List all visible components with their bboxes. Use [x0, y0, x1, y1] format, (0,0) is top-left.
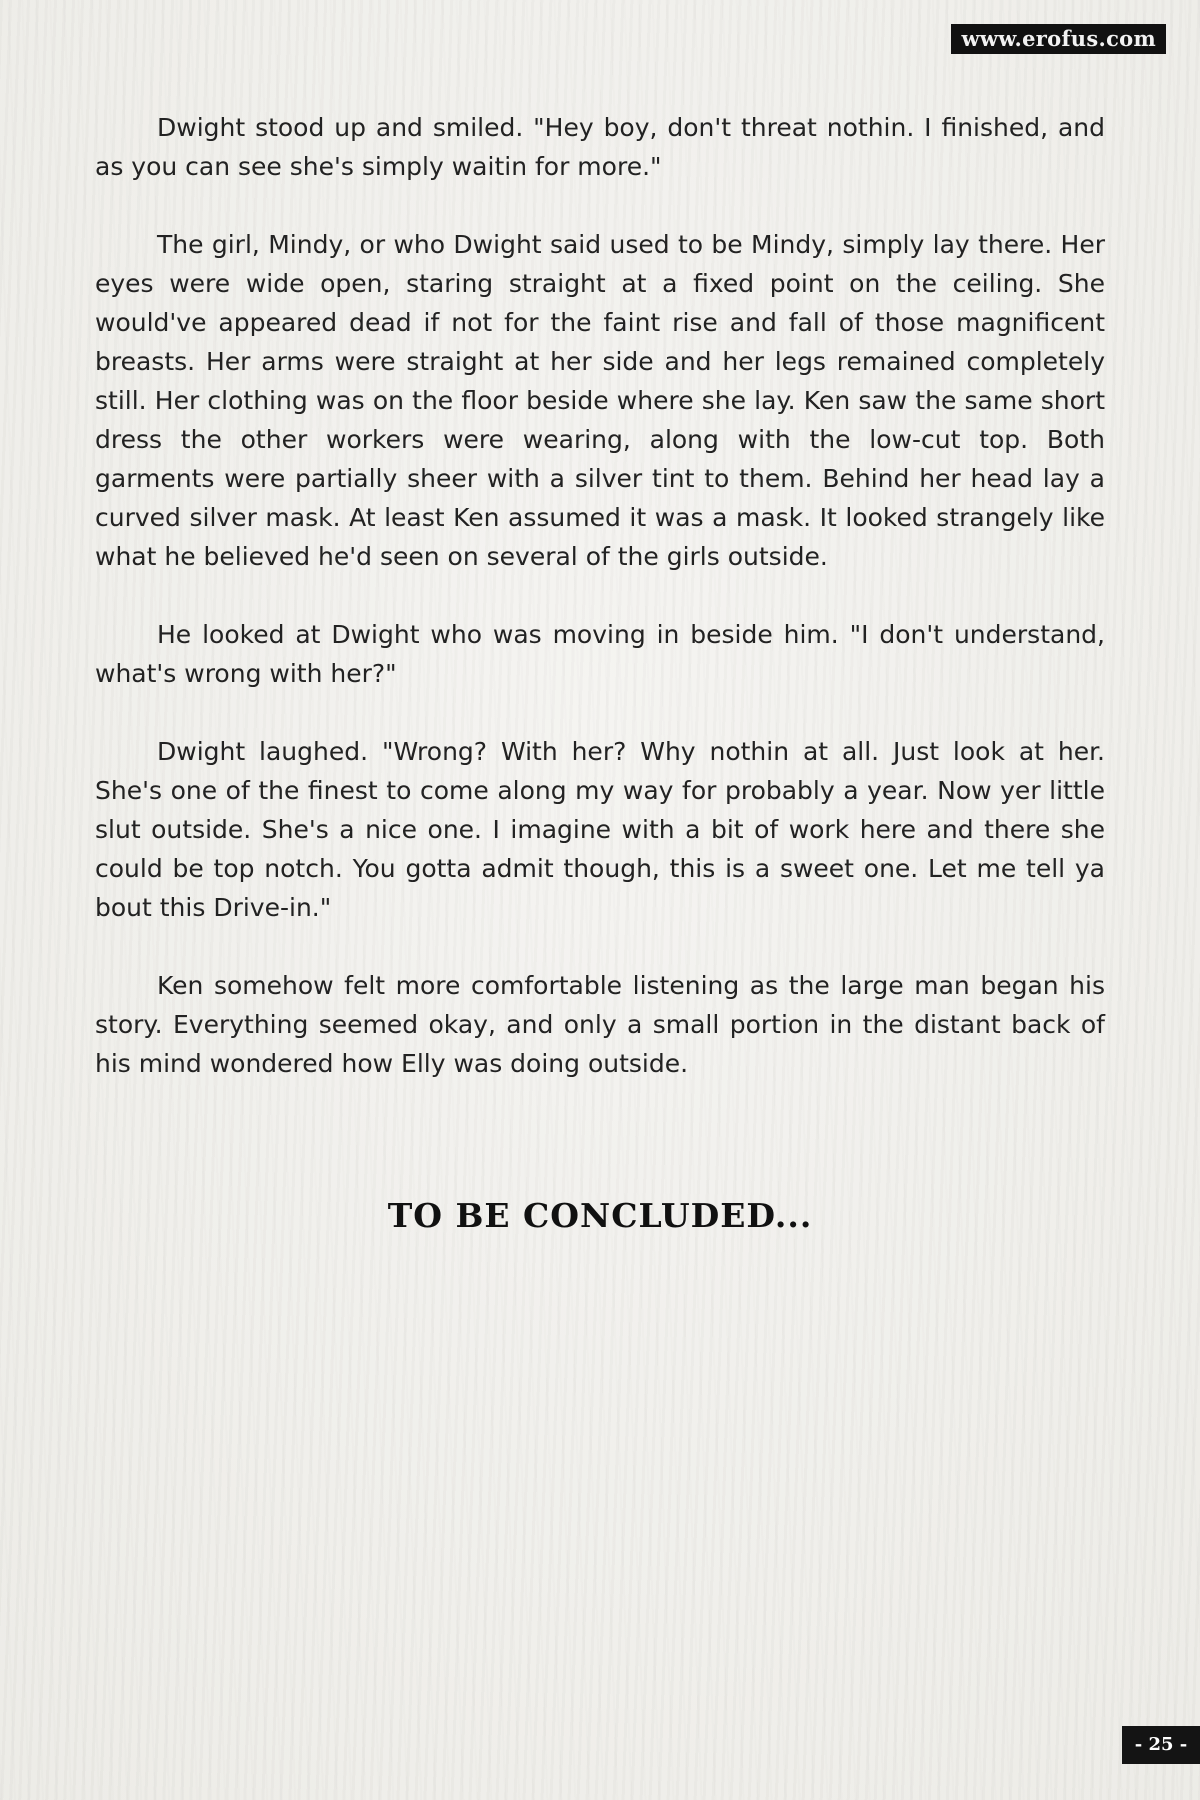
page-number: - 25 - [1122, 1726, 1200, 1764]
story-text [95, 108, 1105, 1122]
to-be-concluded-heading: TO BE CONCLUDED... [387, 1196, 813, 1235]
paragraph-5: Ken somehow felt more comfortable listening as the large man began his story. Everything seemed okay, and only a small portion in the distant back of his mind wondered how Elly was doing outside. [95, 971, 1105, 1078]
paragraph-3: He looked at Dwight who was moving in beside him. "I don't understand, what's wrong with her?" [95, 620, 1105, 688]
paragraph-1: Dwight stood up and smiled. "Hey boy, don't threat nothin. I finished, and as you can see she's simply waitin for more." [95, 113, 1105, 181]
paragraph-2: The girl, Mindy, or who Dwight said used to be Mindy, simply lay there. Her eyes were wide open, staring straight at a fixed point on the ceiling. She would've appeared dead if not for the faint rise and fall of those magnificent breasts. Her arms were straight at her side and her legs remained completely still. Her clothing was on the floor beside where she lay. Ken saw the same short dress the other workers were wearing, along with the low-cut top. Both garments were partially sheer with a silver tint to them. Behind her head lay a curved silver mask. At least Ken assumed it was a mask. It looked strangely like what he believed he'd seen on several of the girls outside. [95, 230, 1105, 571]
paragraph-4: Dwight laughed. "Wrong? With her? Why nothin at all. Just look at her. She's one of the finest to come along my way for probably a year. Now yer little slut outside. She's a nice one. I imagine with a bit of work here and there she could be top notch. You gotta admit though, this is a sweet one. Let me tell ya bout this Drive-in." [95, 737, 1105, 922]
watermark: www.erofus.com [951, 24, 1166, 54]
